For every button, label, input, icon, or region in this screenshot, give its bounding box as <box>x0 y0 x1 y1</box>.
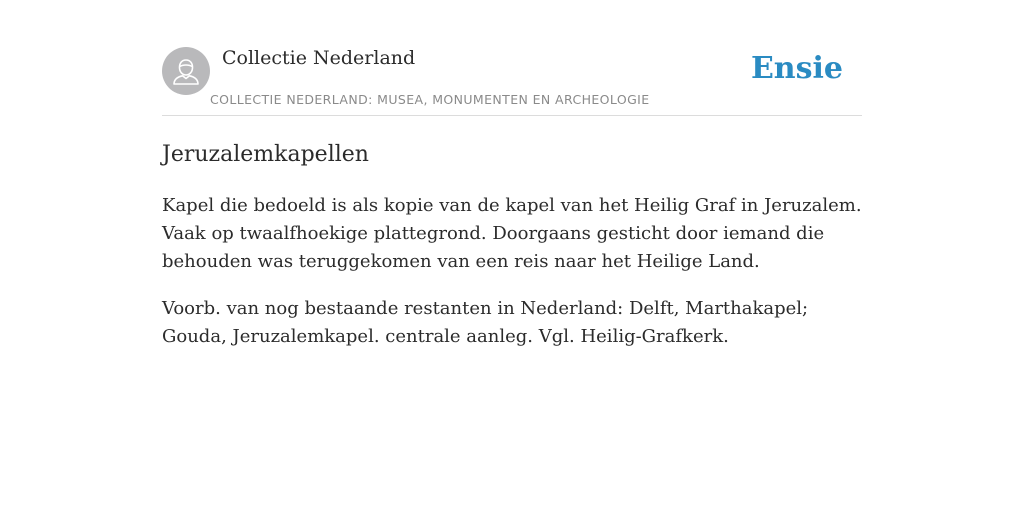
author-subtitle: COLLECTIE NEDERLAND: MUSEA, MONUMENTEN EN ARCHEOLOGIE <box>210 92 650 107</box>
author-avatar[interactable] <box>162 47 210 95</box>
header <box>162 0 862 116</box>
user-avatar-icon <box>162 47 210 95</box>
article-body <box>162 192 862 370</box>
article-title: Jeruzalemkapellen <box>162 142 369 167</box>
brand-logo[interactable]: Ensie <box>750 51 843 86</box>
content-container <box>162 0 862 347</box>
article-paragraph: Kapel die bedoeld is als kopie van de kapel van het Heilig Graf in Jeruzalem. Vaak op twaalfhoekige plattegrond. Doorgaans gesticht door iemand die behouden was teruggekomen van een reis naar het Heilige Land. <box>162 195 862 272</box>
article-paragraph: Voorb. van nog bestaande restanten in Nederland: Delft, Marthakapel; Gouda, Jeruzalemkapel. centrale aanleg. Vgl. Heilig-Grafkerk. <box>162 298 809 347</box>
author-name[interactable]: Collectie Nederland <box>222 47 416 69</box>
